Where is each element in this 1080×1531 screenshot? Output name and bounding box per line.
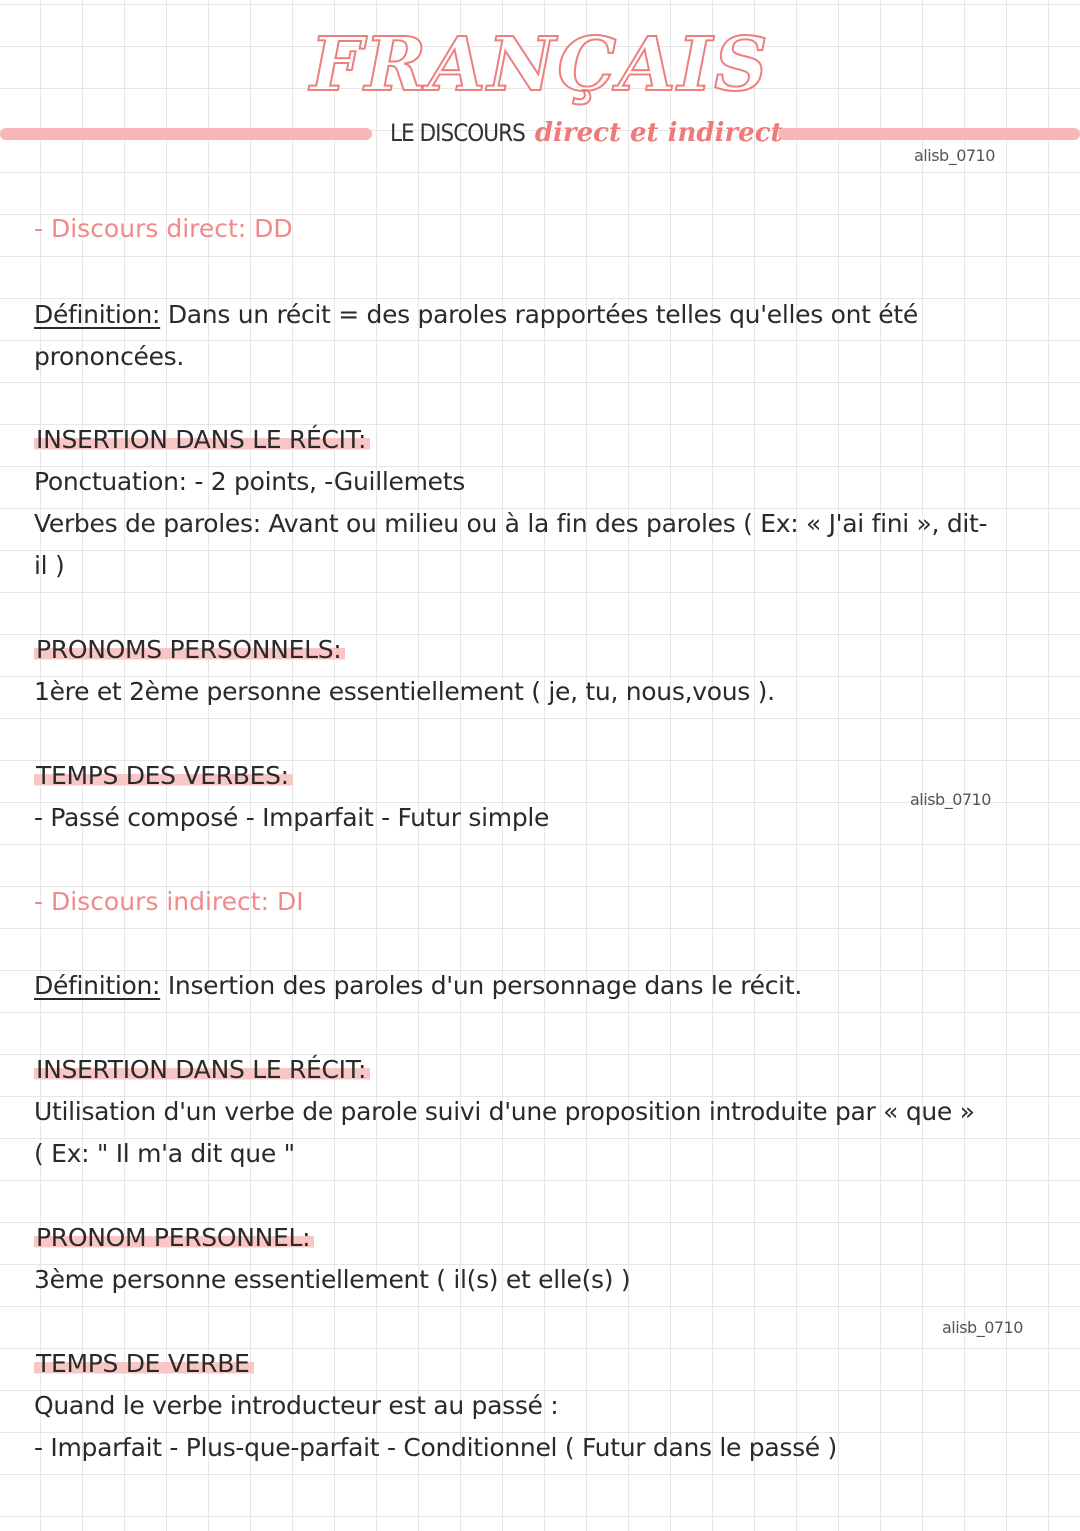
direct-insertion-heading: INSERTION DANS LE RÉCIT: [34,425,370,454]
direct-pronoms-heading: PRONOMS PERSONNELS: [34,635,345,664]
watermark: alisb_0710 [942,1318,1023,1337]
section-heading-direct: - Discours direct: DD [34,214,293,243]
watermark: alisb_0710 [914,146,995,165]
title-band-right [778,128,1080,140]
watermark: alisb_0710 [910,790,991,809]
indirect-temps-heading: TEMPS DE VERBE [34,1349,254,1378]
page-title: FRANÇAIS [310,22,770,108]
indirect-insertion-heading: INSERTION DANS LE RÉCIT: [34,1055,370,1084]
section-heading-indirect: - Discours indirect: DI [34,887,304,916]
indirect-temps-list: - Imparfait - Plus-que-parfait - Conditionnel ( Futur dans le passé ) [34,1433,837,1462]
definition-text: Insertion des paroles d'un personnage dans le récit. [160,971,802,1000]
indirect-definition [34,971,802,1000]
subtitle-script: direct et indirect [534,118,783,148]
direct-definition-cont: prononcées. [34,342,185,371]
definition-label: Définition: [34,971,161,1000]
direct-definition [34,300,918,329]
page-subtitle [390,118,783,148]
definition-text: Dans un récit = des paroles rapportées telles qu'elles ont été [160,300,918,329]
direct-verbes: Verbes de paroles: Avant ou milieu ou à la fin des paroles ( Ex: « J'ai fini », dit- [34,509,988,538]
direct-ponctuation: Ponctuation: - 2 points, -Guillemets [34,467,465,496]
definition-label: Définition: [34,300,161,329]
direct-pronoms-text: 1ère et 2ème personne essentiellement ( je, tu, nous,vous ). [34,677,775,706]
indirect-pronom-text: 3ème personne essentiellement ( il(s) et elle(s) ) [34,1265,631,1294]
title-band-left [0,128,372,140]
direct-temps-text: - Passé composé - Imparfait - Futur simple [34,803,550,832]
indirect-pronom-heading: PRONOM PERSONNEL: [34,1223,314,1252]
direct-verbes-cont: il ) [34,551,65,580]
indirect-temps-text: Quand le verbe introducteur est au passé : [34,1391,559,1420]
indirect-insertion-cont: ( Ex: " Il m'a dit que " [34,1139,295,1168]
indirect-insertion-text: Utilisation d'un verbe de parole suivi d'une proposition introduite par « que » [34,1097,975,1126]
direct-temps-heading: TEMPS DES VERBES: [34,761,293,790]
subtitle-plain: LE DISCOURS [390,119,525,147]
